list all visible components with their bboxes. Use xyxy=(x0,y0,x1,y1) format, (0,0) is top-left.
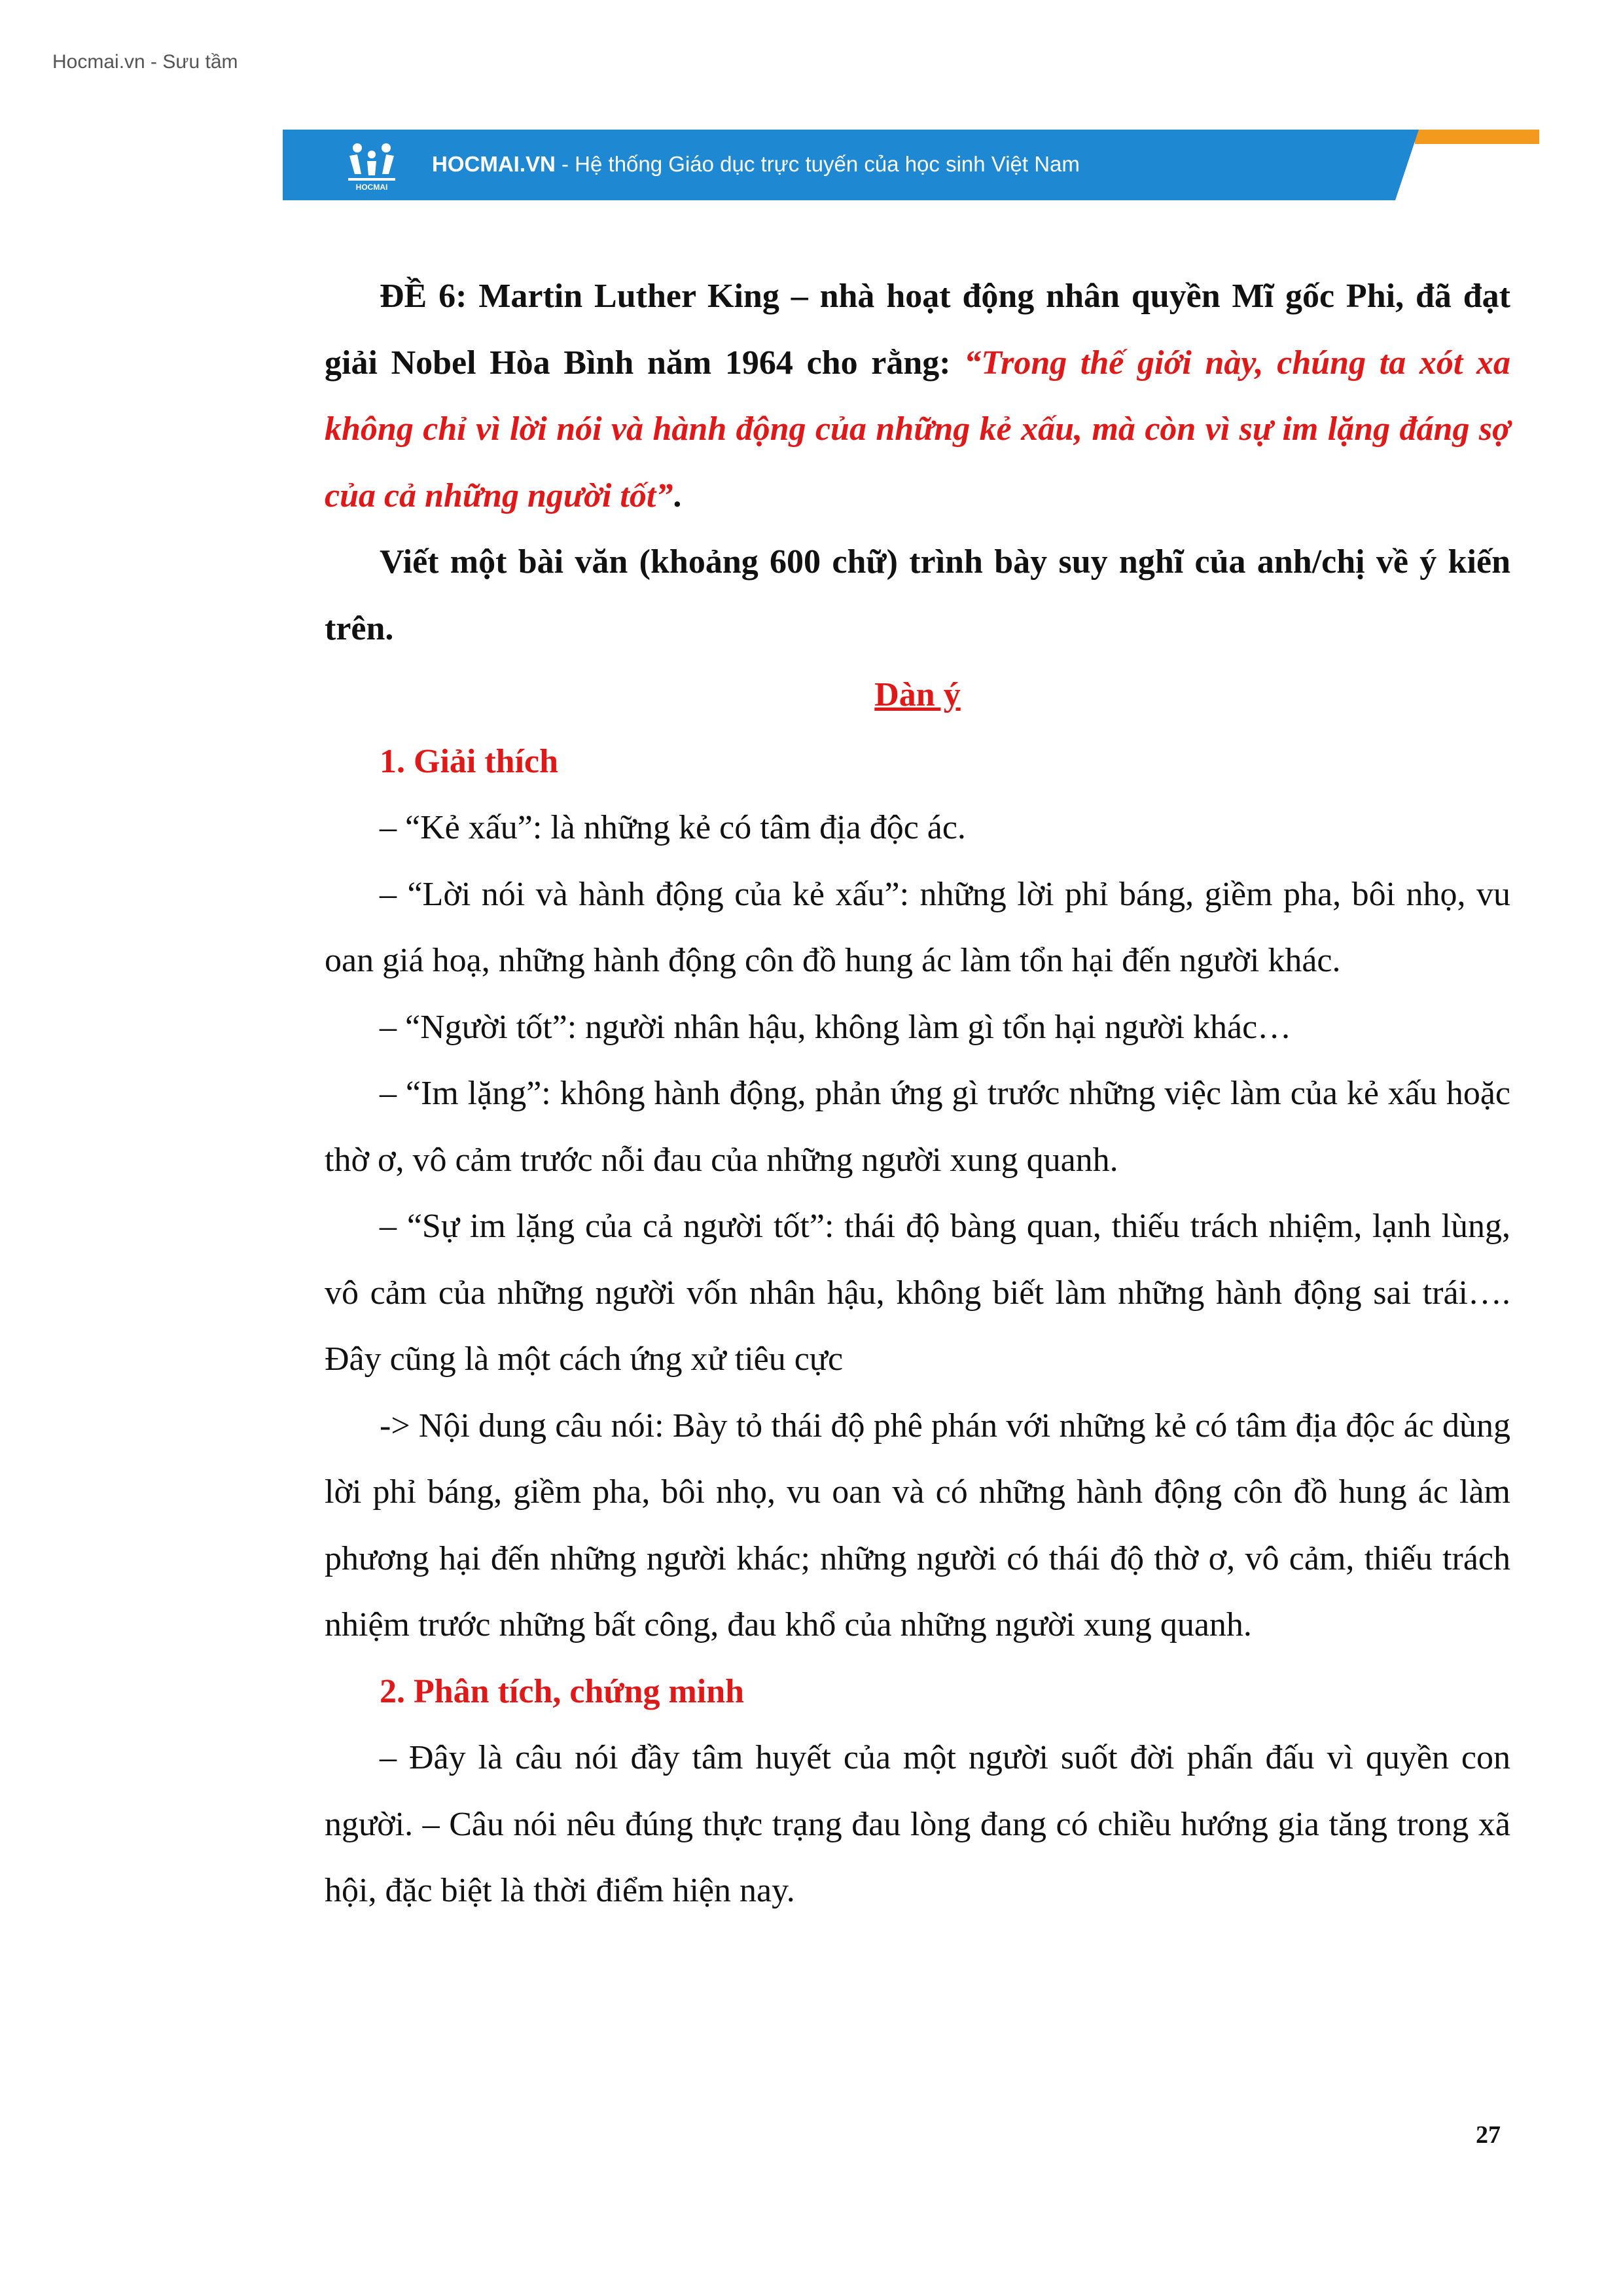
logo-caption: HOCMAI xyxy=(355,183,388,192)
banner-brand: HOCMAI.VN xyxy=(432,152,556,176)
section1-item: – “Người tốt”: người nhân hậu, không làm gì tổn hại người khác… xyxy=(380,1008,1292,1046)
watermark: Hocmai.vn - Sưu tầm xyxy=(52,51,238,73)
document-body xyxy=(325,263,1510,1924)
outline-title xyxy=(325,662,1510,728)
outline-title-text: Dàn ý xyxy=(874,676,961,713)
section1-item: – “Kẻ xấu”: là những kẻ có tâm địa độc ác. xyxy=(380,809,966,846)
prompt-end: . xyxy=(673,476,682,514)
task-paragraph: Viết một bài văn (khoảng 600 chữ) trình bày suy nghĩ của anh/chị về ý kiến trên. xyxy=(325,543,1510,647)
section1-heading: 1. Giải thích xyxy=(380,742,559,780)
section1-item: – “Im lặng”: không hành động, phản ứng gì trước những việc làm của kẻ xấu hoặc thờ ơ, vô cảm trước nỗi đau của những người xung quanh. xyxy=(325,1075,1510,1179)
banner-title xyxy=(432,152,1080,177)
prompt-lead: ĐỀ 6: Martin Luther King – nhà hoạt động nhân quyền Mĩ gốc Phi, đã đạt giải Nobel Hòa Bình năm 1964 cho rằng: xyxy=(325,278,1510,382)
page-number: 27 xyxy=(1476,2121,1501,2149)
section1-item: – “Lời nói và hành động của kẻ xấu”: những lời phỉ báng, giềm pha, bôi nhọ, vu oan giá hoạ, những hành động côn đồ hung ác làm tổn hại đến người khác. xyxy=(325,875,1510,979)
section1-item: – “Sự im lặng của cả người tốt”: thái độ bàng quan, thiếu trách nhiệm, lạnh lùng, vô cảm của những người vốn nhân hậu, không biết làm những hành động sai trái…. Đây cũng là một cách ứng xử tiêu cực xyxy=(325,1208,1510,1378)
section1-summary: -> Nội dung câu nói: Bày tỏ thái độ phê phán với những kẻ có tâm địa độc ác dùng lời phỉ báng, giềm pha, bôi nhọ, vu oan và có những hành động côn đồ hung ác làm phương hại đến những người khác; những người có thái độ thờ ơ, vô cảm, thiếu trách nhiệm trước những bất công, đau khổ của những người xung quanh. xyxy=(325,1407,1510,1643)
prompt-paragraph xyxy=(325,263,1510,529)
hocmai-logo-icon xyxy=(346,141,398,192)
section2-heading: 2. Phân tích, chứng minh xyxy=(380,1672,745,1710)
header-banner xyxy=(283,130,1539,203)
prompt-quote: “Trong thế giới này, chúng ta xót xa không chỉ vì lời nói và hành động của những kẻ xấu, mà còn vì sự im lặng đáng sợ của cả những người tốt” xyxy=(325,344,1510,514)
section2-paragraph: – Đây là câu nói đầy tâm huyết của một người suốt đời phấn đấu vì quyền con người. – Câu nói nêu đúng thực trạng đau lòng đang có chiều hướng gia tăng trong xã hội, đặc biệt là thời điểm hiện nay. xyxy=(325,1739,1510,1909)
banner-tagline: - Hệ thống Giáo dục trực tuyến của học sinh Việt Nam xyxy=(555,152,1080,176)
